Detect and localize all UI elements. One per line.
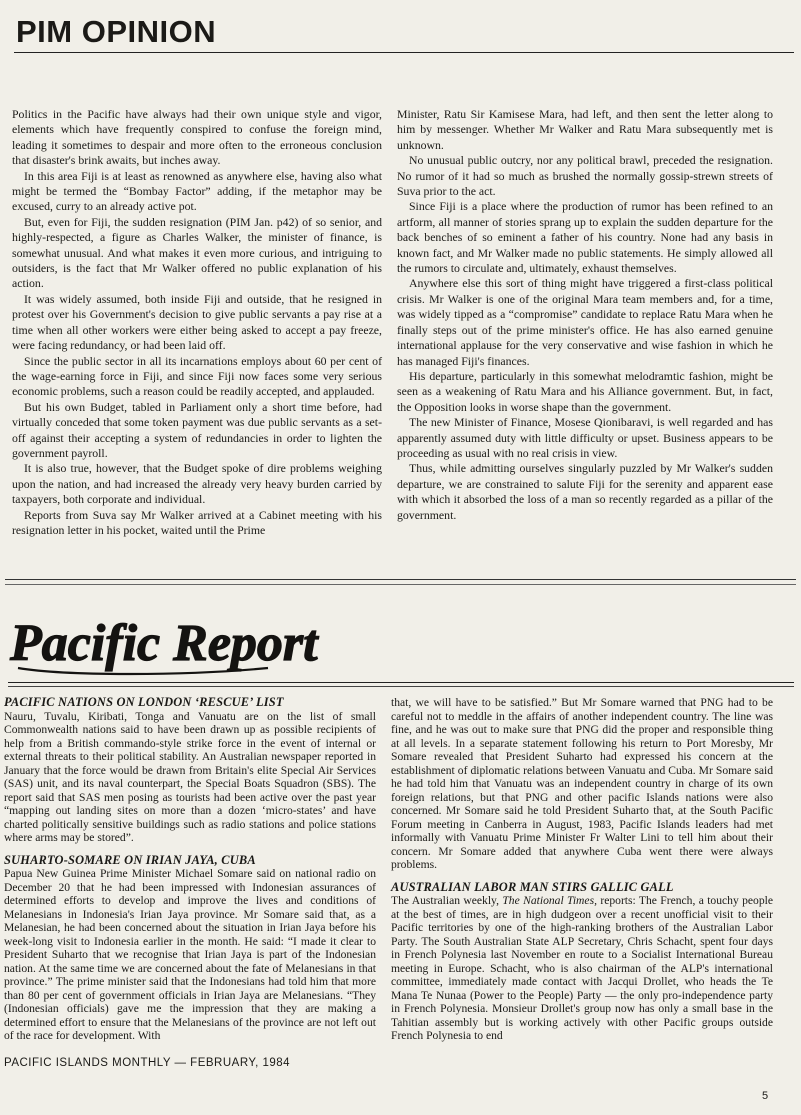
section-divider bbox=[5, 584, 796, 585]
pacific-report-logo bbox=[6, 602, 318, 680]
footer-publication: PACIFIC ISLANDS MONTHLY — FEBRUARY, 1984 bbox=[4, 1057, 291, 1069]
article-headline: SUHARTO-SOMARE ON IRIAN JAYA, CUBA bbox=[4, 852, 256, 867]
opinion-paragraph: The new Minister of Finance, Mosese Qionibaravi, is well regarded and has apparently assumed duty with little difficulty or upset. Business appears to be proceeding as usual with no real crisis in view. bbox=[397, 415, 773, 460]
article-body-prefix: The Australian weekly, bbox=[391, 894, 503, 907]
page-number: 5 bbox=[762, 1090, 769, 1102]
opinion-paragraph: Since Fiji is a place where the production of rumor has been refined to an artform, all manner of stories sprang up to explain the sudden departure for the back benches of so eminent a father of his country. None had any basis in known fact, and Mr Walker made no public statements. He simply allowed all the rumors to circulate and, ultimately, exhaust themselves. bbox=[397, 199, 773, 276]
article-headline: PACIFIC NATIONS ON LONDON ‘RESCUE’ LIST bbox=[4, 695, 284, 709]
page-title: PIM OPINION bbox=[16, 14, 217, 49]
report-column-right bbox=[391, 696, 773, 1043]
opinion-paragraph: Minister, Ratu Sir Kamisese Mara, had left, and then sent the letter along to him by messenger. Whether Mr Walker and Ratu Mara subsequently met is unknown. bbox=[397, 107, 773, 152]
opinion-paragraph: Anywhere else this sort of thing might have triggered a first-class political crisis. Mr Walker is one of the original Mara team members and, for a time, was widely tipped as a “compromise” candidate to replace Ratu Mara when he finally steps out of the prime minister's office. He has also earned genuine international applause for the very conservative and wise fashion in which he has managed Fiji's finances. bbox=[397, 276, 773, 368]
report-rule bbox=[8, 686, 794, 687]
section-divider bbox=[5, 579, 796, 580]
article-body bbox=[391, 894, 773, 1043]
article-body: Papua New Guinea Prime Minister Michael Somare said on national radio on December 20 that he had been impressed with Indonesian assurances of determined efforts to develop and improve the lives and conditions of Melanesians in Indonesia's Irian Jaya province. Mr Somare said that, as a Melanesian, he had been concerned about the situation in Irian Jaya before his week-long visit to Indonesia earlier in the month. He said: “I made it clear to President Suharto that we recognise that Irian Jaya is part of the Indonesian nation. At the same time we are concerned about the fate of Melanesians in that province.” The prime minister said that the Indonesians had told him that more than 80 per cent of government officials in Irian Jaya are Melanesians. “They (Indonesian officials) gave me the impression that they are making a determined effort to ensure that the Melanesians of the province are not left out of the race for development. With bbox=[4, 867, 376, 1042]
opinion-paragraph: Since the public sector in all its incarnations employs about 60 per cent of the wage-earning force in Fiji, and since Fiji now faces some very serious economic problems, such a reason could be readily accepted, and applauded. bbox=[12, 353, 382, 399]
report-column-left bbox=[4, 696, 376, 1043]
opinion-paragraph: But, even for Fiji, the sudden resignation (PIM Jan. p42) of so senior, and highly-respected, a figure as Charles Walker, the minister of finance, is somewhat unusual. And what makes it even more curious, and intriguing to outsiders, is the fact that Mr Walker offered no public explanation of his action. bbox=[12, 214, 382, 291]
article-body: Nauru, Tuvalu, Kiribati, Tonga and Vanuatu are on the list of small Commonwealth nations said to have been drawn up as possible recipients of help from a British commando-style strike force in the event of internal or external threats to their political stability. An Australian newspaper reported in January that the force would be drawn from Britain's elite Special Air Services (SAS) unit, and its naval counterpart, the Special Boats Squadron (SBS). The report said that SAS men posing as tourists had been active over the past year “mapping out landing sites on more than a dozen ‘micro-states’ and have charted politically sensitive buildings such as radio stations and police stations where arms may be stored”. bbox=[4, 709, 376, 844]
opinion-column-right bbox=[397, 107, 773, 523]
opinion-paragraph: It was widely assumed, both inside Fiji and outside, that he resigned in protest over his Government's decision to give public servants a pay rise at a time when all other workers were either being asked to accept a pay freeze, were facing redundancy, or had been laid off. bbox=[12, 291, 382, 353]
article-body-text: reports: The French, a touchy people at the best of times, are in high dudgeon over a recent unofficial visit to their Pacific territories by one of the high-ranking brothers of the Australian Labor Party. The South Australian State ALP Secretary, Chris Schacht, spent four days in French Polynesia last November en route to a Socialist International Bureau meeting in Europe. Schacht, who is also chairman of the ALP's international committee, immediately made contact with Jacqui Drollet, who heads the Te Mana Te Nunaa (Power to the People) Party — the only pro-independence party in French Polynesia. Monsieur Drollet's group now has only a small base in the Tahitian assembly but is working actively with other Pacific groups outside French Polynesia to end bbox=[391, 894, 774, 1042]
header-rule bbox=[14, 52, 794, 53]
article-body-continued: that, we will have to be satisfied.” But Mr Somare warned that PNG had to be careful not to meddle in the affairs of another independent country. The line was fine, and he was out to make sure that PNG did the proper and responsible thing at all levels. In a separate statement following his return to Port Moresby, Mr Somare revealed that President Suharto had expressed his concern at the establishment of diplomatic relations between Vanuatu and Cuba. Mr Somare said he had told him that Vanuatu was an independent country in charge of its own foreign relations, but that PNG and other pacific Islands nations were also concerned. Mr Somare said he told President Suharto that, at the South Pacific Forum meeting in Canberra in August, 1983, Pacific Islands leaders had met informally with Vanuatu Prime Minister Fr Walter Lini to tell him about their concern. Mr Somare added that anywhere Cuba went there were always problems. bbox=[391, 696, 773, 871]
opinion-paragraph: It is also true, however, that the Budget spoke of dire problems weighing upon the nation, and had increased the already very heavy burden carried by taxpayers, both corporate and individual. bbox=[12, 461, 382, 507]
report-rule bbox=[8, 682, 794, 683]
publication-name: The National Times, bbox=[502, 894, 597, 907]
opinion-paragraph: But his own Budget, tabled in Parliament only a short time before, had virtually conceded that some token payment was due public servants as a set-off against their accepting a system of redundancies in order to lighten the government payroll. bbox=[12, 399, 382, 460]
article-headline: AUSTRALIAN LABOR MAN STIRS GALLIC GALL bbox=[391, 879, 674, 894]
opinion-paragraph: Thus, while admitting ourselves singularly puzzled by Mr Walker's sudden departure, we are constrained to salute Fiji for the serenity and apparent ease with which it absorbed the loss of a man so recently regarded as a pillar of the government. bbox=[397, 461, 773, 522]
pacific-report-logo-text: Pacific Report bbox=[10, 615, 318, 672]
opinion-paragraph: His departure, particularly in this somewhat melodramtic fashion, might be seen as a weakening of Ratu Mara and his Alliance government. But, in fact, the Opposition looks in worse shape than the government. bbox=[397, 368, 773, 414]
opinion-paragraph: No unusual public outcry, nor any political brawl, preceded the resignation. No rumor of it had so much as brushed the normally gossip-strewn streets of Suva prior to the act. bbox=[397, 153, 773, 199]
opinion-paragraph: Politics in the Pacific have always had their own unique style and vigor, elements which have frequently conspired to confuse the foreign mind, leading it sometimes to despair and more often to the erroneous conclusion that disaster's brink awaits, but inches away. bbox=[12, 107, 382, 168]
opinion-paragraph: In this area Fiji is at least as renowned as anywhere else, having also what might be termed the “Bombay Factor” adding, if the metaphor may be excused, curry to an already active pot. bbox=[12, 168, 382, 214]
opinion-column-left bbox=[12, 107, 382, 538]
opinion-paragraph: Reports from Suva say Mr Walker arrived at a Cabinet meeting with his resignation letter in his pocket, waited until the Prime bbox=[12, 507, 382, 537]
